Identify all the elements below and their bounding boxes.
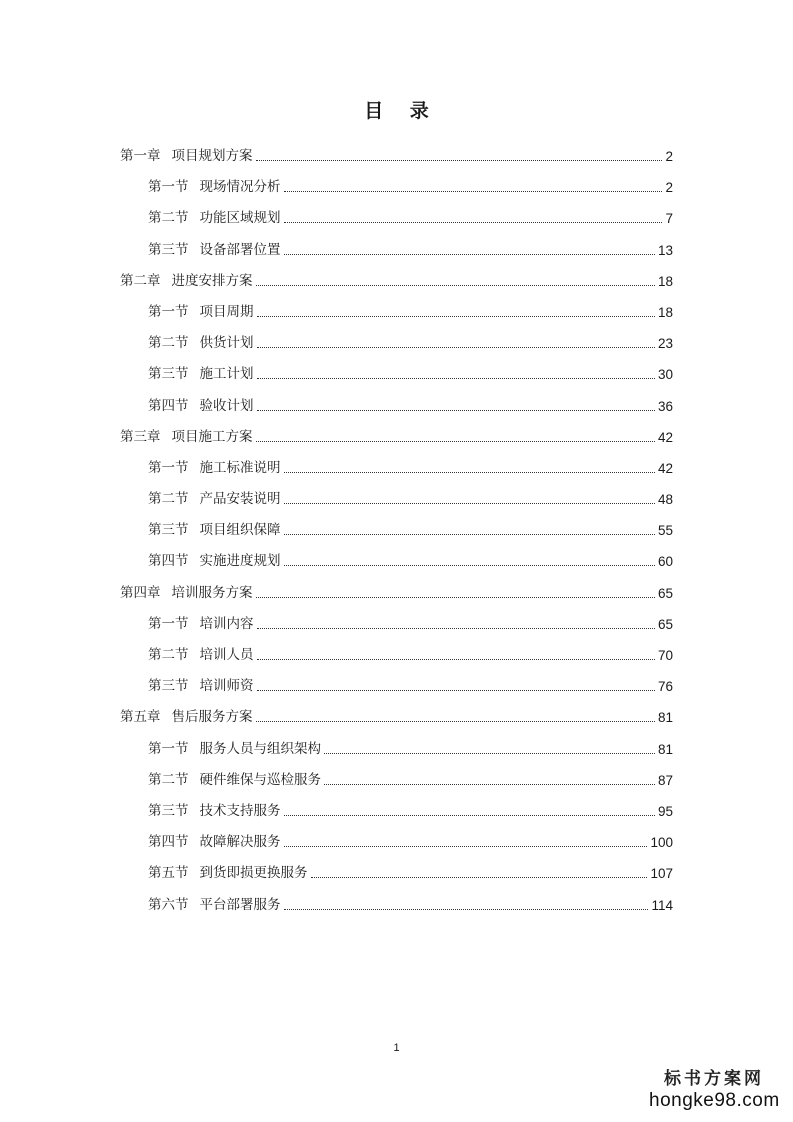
toc-page-number: 65 [657, 616, 673, 632]
toc-entry-number: 第一章 [120, 148, 161, 164]
toc-dot-leader [257, 297, 655, 328]
toc-entry-number: 第一节 [148, 179, 189, 196]
toc-page-number: 70 [657, 648, 673, 663]
toc-entry-number: 第一节 [148, 740, 189, 757]
table-of-contents [0, 141, 793, 921]
toc-entry-number: 第三节 [148, 241, 189, 258]
toc-dot-leader [284, 172, 663, 203]
toc-dot-leader [284, 484, 655, 515]
toc-dot-leader [256, 702, 655, 733]
toc-entry-title: 培训内容 [199, 615, 254, 632]
toc-entry-number: 第五章 [120, 709, 161, 726]
toc-entry-title: 硬件维保与巡检服务 [199, 771, 321, 788]
toc-entry-number: 第三节 [148, 522, 189, 539]
toc-entry-number: 第一节 [148, 615, 189, 632]
toc-entry-number: 第五节 [148, 865, 189, 882]
toc-entry-label [148, 391, 254, 422]
toc-entry-title: 故障解决服务 [199, 834, 281, 851]
toc-page-number: 18 [657, 273, 673, 289]
toc-dot-leader [284, 546, 655, 577]
toc-entry-title: 培训服务方案 [171, 584, 253, 601]
toc-section-entry[interactable] [0, 515, 673, 546]
toc-entry-title: 培训人员 [199, 647, 254, 663]
toc-dot-leader [256, 422, 655, 453]
toc-page-number: 30 [657, 367, 673, 383]
toc-section-entry[interactable] [0, 453, 673, 484]
toc-entry-title: 到货即损更换服务 [199, 865, 308, 882]
toc-page-number: 76 [657, 679, 673, 695]
toc-page-number: 65 [657, 585, 673, 601]
toc-section-entry[interactable] [0, 858, 673, 889]
toc-dot-leader [284, 515, 655, 546]
toc-section-entry[interactable] [0, 297, 673, 328]
toc-dot-leader [284, 453, 655, 484]
watermark-logo [649, 1068, 779, 1112]
toc-entry-label [148, 734, 321, 765]
toc-dot-leader [284, 235, 655, 266]
toc-entry-number: 第二节 [148, 771, 189, 788]
watermark-en: hongke98.com [649, 1090, 780, 1111]
toc-page-number: 55 [657, 523, 673, 539]
toc-section-entry[interactable] [0, 609, 673, 640]
toc-entry-title: 现场情况分析 [199, 179, 281, 196]
toc-dot-leader [257, 640, 655, 671]
toc-entry-label [148, 515, 281, 546]
toc-entry-label [148, 609, 254, 640]
toc-entry-title: 设备部署位置 [199, 241, 281, 258]
toc-entry-label [148, 890, 281, 921]
toc-section-entry[interactable] [0, 827, 673, 858]
page-number: 1 [393, 1042, 400, 1054]
toc-title: 目 录 [364, 100, 439, 122]
toc-dot-leader [284, 796, 655, 827]
toc-entry-title: 实施进度规划 [199, 553, 281, 570]
toc-entry-label [148, 203, 281, 234]
toc-section-entry[interactable] [0, 546, 673, 577]
toc-dot-leader [257, 391, 655, 422]
toc-section-entry[interactable] [0, 328, 673, 359]
toc-entry-number: 第一节 [148, 303, 189, 320]
toc-chapter-entry[interactable] [0, 422, 673, 453]
toc-chapter-entry[interactable] [0, 266, 673, 297]
toc-section-entry[interactable] [0, 796, 673, 827]
toc-entry-label [120, 141, 253, 172]
toc-section-entry[interactable] [0, 235, 673, 266]
toc-page-number: 81 [657, 710, 673, 726]
toc-entry-label [148, 671, 254, 702]
toc-entry-title: 项目规划方案 [171, 148, 253, 164]
toc-entry-label [120, 422, 253, 453]
toc-page-number: 42 [657, 460, 673, 476]
toc-page-number: 100 [650, 835, 673, 851]
toc-page-number: 95 [657, 803, 673, 819]
toc-entry-title: 产品安装说明 [199, 491, 281, 508]
toc-page-number: 87 [657, 772, 673, 788]
toc-entry-number: 第一节 [148, 459, 189, 476]
toc-page-number: 81 [657, 741, 673, 757]
toc-dot-leader [311, 858, 648, 889]
toc-entry-label [148, 858, 308, 889]
toc-entry-label [148, 484, 281, 515]
toc-entry-title: 供货计划 [199, 335, 254, 352]
toc-entry-number: 第二章 [120, 272, 161, 289]
toc-entry-label [148, 640, 254, 671]
toc-section-entry[interactable] [0, 172, 673, 203]
toc-page-number: 36 [657, 398, 673, 414]
toc-page-number: 42 [657, 429, 673, 445]
toc-page-number: 7 [665, 211, 673, 227]
toc-entry-number: 第二节 [148, 491, 189, 508]
toc-entry-label [148, 297, 254, 328]
toc-entry-number: 第四章 [120, 584, 161, 601]
toc-page-number: 60 [657, 554, 673, 570]
toc-entry-label [120, 578, 253, 609]
toc-section-entry[interactable] [0, 765, 673, 796]
toc-dot-leader [256, 266, 655, 297]
toc-entry-title: 项目组织保障 [199, 522, 281, 539]
toc-page-number: 114 [651, 897, 673, 913]
toc-entry-title: 技术支持服务 [199, 802, 281, 819]
toc-section-entry[interactable] [0, 203, 673, 234]
watermark-cn: 标书方案网 [664, 1069, 764, 1089]
toc-dot-leader [324, 765, 655, 796]
toc-entry-label [148, 172, 281, 203]
toc-entry-number: 第六节 [148, 896, 189, 913]
toc-entry-label [148, 546, 281, 577]
toc-dot-leader [257, 671, 655, 702]
toc-entry-title: 项目周期 [199, 303, 254, 320]
toc-entry-number: 第三节 [148, 678, 189, 695]
toc-entry-title: 施工标准说明 [199, 459, 281, 476]
toc-section-entry[interactable] [0, 640, 673, 671]
toc-dot-leader [284, 827, 648, 858]
toc-dot-leader [257, 328, 655, 359]
toc-entry-number: 第二节 [148, 647, 189, 663]
toc-entry-number: 第二节 [148, 335, 189, 352]
toc-dot-leader [257, 609, 655, 640]
toc-page-number: 18 [657, 304, 673, 320]
toc-dot-leader [256, 141, 663, 172]
toc-entry-label [120, 702, 253, 733]
toc-page-number: 48 [657, 492, 673, 508]
toc-entry-title: 服务人员与组织架构 [199, 740, 321, 757]
toc-entry-title: 进度安排方案 [171, 272, 253, 289]
toc-entry-number: 第四节 [148, 553, 189, 570]
toc-entry-number: 第三节 [148, 366, 189, 383]
toc-entry-label [148, 453, 281, 484]
toc-entry-label [148, 359, 254, 390]
toc-entry-label [148, 765, 321, 796]
toc-page-number: 107 [650, 866, 673, 882]
toc-entry-title: 平台部署服务 [199, 896, 281, 913]
toc-entry-title: 项目施工方案 [171, 428, 253, 445]
toc-entry-number: 第三节 [148, 802, 189, 819]
toc-entry-label [120, 266, 253, 297]
toc-page-number: 2 [665, 149, 673, 164]
toc-entry-label [148, 827, 281, 858]
toc-entry-title: 培训师资 [199, 678, 254, 695]
toc-entry-label [148, 796, 281, 827]
toc-page-number: 13 [657, 242, 673, 258]
toc-entry-label [148, 328, 254, 359]
toc-section-entry[interactable] [0, 359, 673, 390]
toc-entry-title: 施工计划 [199, 366, 254, 383]
toc-section-entry[interactable] [0, 890, 673, 921]
toc-dot-leader [257, 359, 655, 390]
toc-entry-title: 功能区域规划 [199, 210, 281, 227]
toc-entry-number: 第三章 [120, 428, 161, 445]
toc-section-entry[interactable] [0, 391, 673, 422]
toc-dot-leader [284, 203, 663, 234]
toc-entry-number: 第二节 [148, 210, 189, 227]
toc-dot-leader [284, 890, 649, 921]
toc-section-entry[interactable] [0, 734, 673, 765]
toc-entry-number: 第四节 [148, 397, 189, 414]
toc-entry-label [148, 235, 281, 266]
toc-chapter-entry[interactable] [0, 702, 673, 733]
toc-page-number: 23 [657, 336, 673, 352]
toc-page-number: 2 [665, 180, 673, 196]
toc-entry-title: 售后服务方案 [171, 709, 253, 726]
toc-dot-leader [256, 578, 655, 609]
toc-section-entry[interactable] [0, 484, 673, 515]
toc-entry-number: 第四节 [148, 834, 189, 851]
toc-chapter-entry[interactable] [0, 141, 673, 172]
toc-dot-leader [324, 734, 655, 765]
toc-entry-title: 验收计划 [199, 397, 254, 414]
toc-section-entry[interactable] [0, 671, 673, 702]
toc-chapter-entry[interactable] [0, 578, 673, 609]
